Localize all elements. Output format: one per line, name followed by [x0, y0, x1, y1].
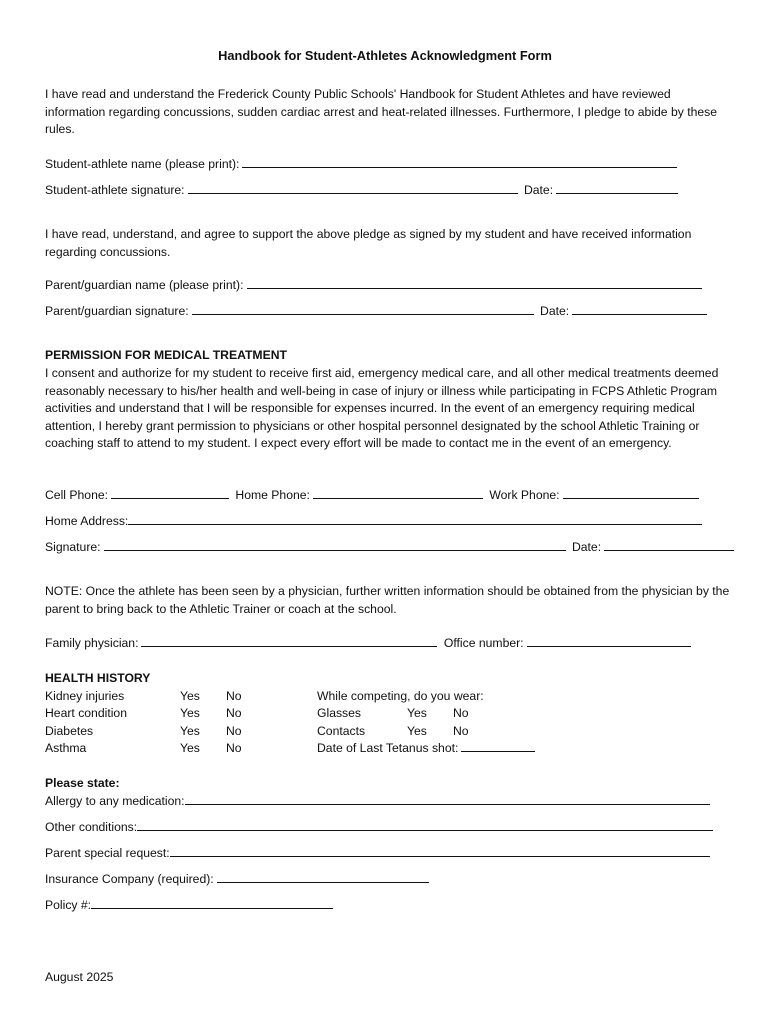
parent-name-label: Parent/guardian name (please print):: [45, 278, 244, 292]
parent-request-label: Parent special request:: [45, 846, 170, 860]
student-date-line[interactable]: [556, 182, 678, 194]
home-address-label: Home Address:: [45, 514, 129, 528]
student-date-label: Date:: [523, 183, 554, 197]
condition-yes-option[interactable]: Yes: [180, 741, 200, 755]
parent-request-row: [45, 845, 713, 863]
condition-label: Kidney injuries: [45, 689, 125, 703]
student-name-label: Student-athlete name (please print):: [45, 157, 240, 171]
condition-yes-option[interactable]: Yes: [180, 706, 200, 720]
work-phone-label: Work Phone:: [489, 488, 560, 502]
intro-paragraph: I have read and understand the Frederick County Public Schools' Handbook for Student Athletes and have reviewed information regarding concussions, sudden cardiac arrest and heat-related illnesses. Furthermore, I pledge to abide by these rules.: [45, 87, 718, 136]
signature-date-line[interactable]: [604, 539, 734, 551]
insurance-label: Insurance Company (required):: [45, 872, 214, 886]
condition-no-option[interactable]: No: [226, 741, 242, 755]
policy-row: [45, 897, 336, 915]
cell-phone-line[interactable]: [111, 487, 229, 499]
wear-item-label: Contacts: [317, 724, 366, 738]
student-name-row: [45, 156, 680, 174]
condition-no-option[interactable]: No: [226, 689, 242, 703]
condition-label: Diabetes: [45, 724, 94, 738]
family-physician-line[interactable]: [141, 635, 437, 647]
parent-date-label: Date:: [540, 304, 570, 318]
wear-item-label: Glasses: [317, 706, 362, 720]
student-signature-line[interactable]: [188, 182, 518, 194]
home-address-line[interactable]: [128, 513, 702, 525]
wear-no-option[interactable]: No: [453, 706, 469, 720]
office-number-line[interactable]: [527, 635, 691, 647]
office-number-label: Office number:: [443, 636, 524, 650]
wear-yes-option[interactable]: Yes: [407, 706, 427, 720]
signature-row: [45, 539, 737, 557]
condition-no-option[interactable]: No: [226, 706, 242, 720]
family-physician-label: Family physician:: [45, 636, 139, 650]
condition-label: Asthma: [45, 741, 87, 755]
other-conditions-label: Other conditions:: [45, 820, 138, 834]
medical-heading: PERMISSION FOR MEDICAL TREATMENT: [45, 348, 287, 362]
condition-no-option[interactable]: No: [226, 724, 242, 738]
policy-label: Policy #:: [45, 898, 92, 912]
other-conditions-line[interactable]: [137, 819, 713, 831]
form-title: Handbook for Student-Athletes Acknowledgment Form: [218, 48, 552, 63]
home-phone-line[interactable]: [313, 487, 483, 499]
parent-date-line[interactable]: [572, 303, 707, 315]
wear-no-option[interactable]: No: [453, 724, 469, 738]
tetanus-row: [317, 740, 538, 758]
condition-label: Heart condition: [45, 706, 127, 720]
parent-signature-line[interactable]: [192, 303, 534, 315]
insurance-line[interactable]: [217, 871, 429, 883]
cell-phone-label: Cell Phone:: [45, 488, 109, 502]
home-phone-label: Home Phone:: [235, 488, 310, 502]
parent-name-line[interactable]: [247, 277, 702, 289]
note-paragraph: NOTE: Once the athlete has been seen by a physician, further written information should be obtained from the physician by the parent to bring back to the Athletic Trainer or coach at the school.: [45, 584, 730, 616]
parent-signature-label: Parent/guardian signature:: [45, 304, 189, 318]
footer-date: August 2025: [45, 970, 114, 984]
competing-label: While competing, do you wear:: [317, 689, 484, 703]
allergy-row: [45, 793, 713, 811]
signature-label: Signature:: [45, 540, 101, 554]
allergy-line[interactable]: [185, 793, 710, 805]
student-signature-label: Student-athlete signature:: [45, 183, 185, 197]
physician-row: [45, 635, 694, 653]
tetanus-label: Date of Last Tetanus shot:: [317, 741, 459, 755]
phones-row: [45, 487, 702, 505]
tetanus-line[interactable]: [461, 740, 535, 752]
parent-signature-row: [45, 303, 710, 321]
condition-yes-option[interactable]: Yes: [180, 724, 200, 738]
health-history-heading: HEALTH HISTORY: [45, 671, 151, 685]
signature-line[interactable]: [104, 539, 566, 551]
parent-request-line[interactable]: [170, 845, 710, 857]
home-address-row: [45, 513, 705, 531]
policy-line[interactable]: [91, 897, 333, 909]
wear-yes-option[interactable]: Yes: [407, 724, 427, 738]
signature-date-label: Date:: [571, 540, 602, 554]
parent-pledge-paragraph: I have read, understand, and agree to support the above pledge as signed by my student and have received information regarding concussions.: [45, 227, 692, 259]
allergy-label: Allergy to any medication:: [45, 794, 185, 808]
condition-yes-option[interactable]: Yes: [180, 689, 200, 703]
please-state-heading: Please state:: [45, 776, 120, 790]
other-conditions-row: [45, 819, 716, 837]
insurance-row: [45, 871, 432, 889]
medical-paragraph: I consent and authorize for my student to receive first aid, emergency medical care, and all other medical treatments deemed reasonably necessary to his/her health and well-being in case of injury or illness while participating in FCPS Athletic Program activities and understand that I will be responsible for expenses incurred. In the event of an emergency requiring medical attention, I hereby grant permission to physicians or other hospital personnel designated by the school Athletic Training or coaching staff to attend to my student. I expect every effort will be made to contact me in the event of an emergency.: [45, 366, 719, 450]
parent-name-row: [45, 277, 705, 295]
work-phone-line[interactable]: [563, 487, 699, 499]
student-signature-row: [45, 182, 681, 200]
student-name-line[interactable]: [242, 156, 677, 168]
